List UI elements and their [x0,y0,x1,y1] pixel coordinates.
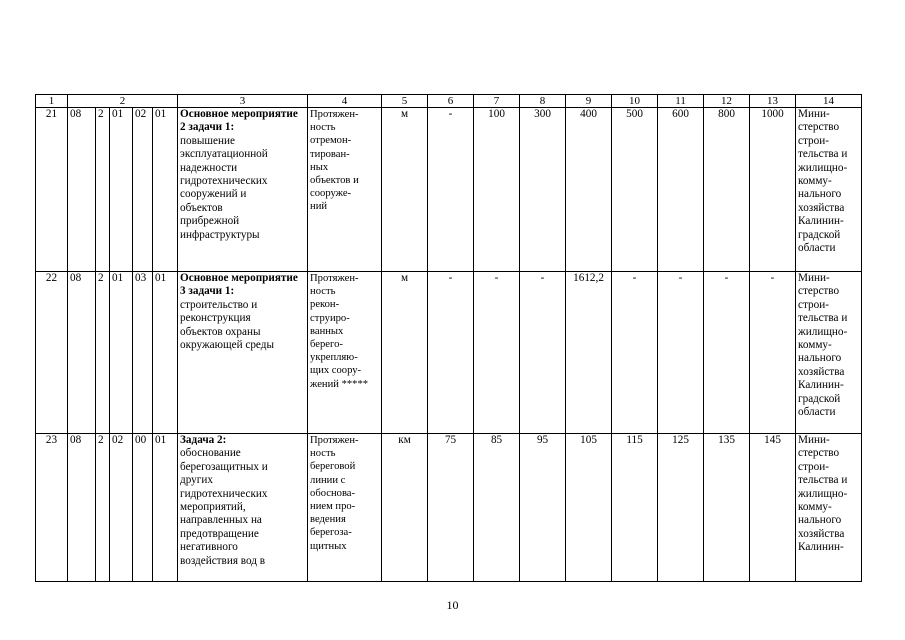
header-cell: 14 [796,95,862,108]
value-cell: - [612,272,658,434]
header-cell: 2 [68,95,178,108]
indicator-cell: Протяжен- ность рекон- струиро- ванных берего- укрепляю- щих соору- жений ***** [308,272,382,434]
header-cell: 9 [566,95,612,108]
activity-cell [178,434,308,582]
value-cell: 145 [750,434,796,582]
value-cell: 115 [612,434,658,582]
indicators-table [35,94,862,582]
code-cell: 02 [133,108,153,272]
code-cell: 2 [96,272,110,434]
value-cell: - [428,272,474,434]
activity-cell [178,272,308,434]
header-cell: 6 [428,95,474,108]
value-cell: - [704,272,750,434]
header-cell: 10 [612,95,658,108]
header-cell: 13 [750,95,796,108]
indicator-cell: Протяжен- ность отремон- тирован- ных объектов и сооруже- ний [308,108,382,272]
responsible-cell: Мини- стерство строи- тельства и жилищно- комму- нального хозяйства Калинин- [796,434,862,582]
activity-description: строительство и реконструкция объектов охраны окружающей среды [180,298,274,352]
activity-title: Задача 2: [180,434,227,446]
value-cell: - [520,272,566,434]
code-cell: 02 [110,434,133,582]
code-cell: 01 [110,272,133,434]
code-cell: 2 [96,434,110,582]
activity-title: Основное мероприятие 3 задачи 1: [180,272,298,298]
activity-cell [178,108,308,272]
value-cell: 95 [520,434,566,582]
unit-cell: км [382,434,428,582]
code-cell: 08 [68,108,96,272]
value-cell: 1612,2 [566,272,612,434]
header-cell: 1 [36,95,68,108]
code-cell: 08 [68,434,96,582]
value-cell: 85 [474,434,520,582]
page-number: 10 [446,598,459,612]
value-cell: - [658,272,704,434]
value-cell: 135 [704,434,750,582]
value-cell: - [750,272,796,434]
code-cell: 01 [153,108,178,272]
header-cell: 8 [520,95,566,108]
value-cell: 600 [658,108,704,272]
responsible-cell: Мини- стерство строи- тельства и жилищно- комму- нального хозяйства Калинин- градской области [796,272,862,434]
header-cell: 5 [382,95,428,108]
header-cell: 4 [308,95,382,108]
value-cell: 125 [658,434,704,582]
table-row [36,272,862,434]
value-cell: 75 [428,434,474,582]
code-cell: 01 [153,272,178,434]
row-number: 21 [36,108,68,272]
activity-title: Основное мероприятие 2 задачи 1: [180,108,298,134]
table-row [36,434,862,582]
code-cell: 01 [153,434,178,582]
activity-description: повышение эксплуатационной надежности гидротехнических сооружений и объектов прибрежной инфраструктуры [180,134,268,241]
header-cell: 3 [178,95,308,108]
unit-cell: м [382,272,428,434]
row-number: 23 [36,434,68,582]
activity-description: обоснование берегозащитных и других гидротехнических мероприятий, направленных на предотвращение негативного воздействия вод в [180,447,268,567]
code-cell: 00 [133,434,153,582]
value-cell: 100 [474,108,520,272]
header-cell: 12 [704,95,750,108]
header-row [36,95,862,108]
responsible-cell: Мини- стерство строи- тельства и жилищно- комму- нального хозяйства Калинин- градской области [796,108,862,272]
value-cell: - [474,272,520,434]
row-number: 22 [36,272,68,434]
value-cell: 500 [612,108,658,272]
value-cell: - [428,108,474,272]
code-cell: 08 [68,272,96,434]
value-cell: 1000 [750,108,796,272]
value-cell: 400 [566,108,612,272]
table-row [36,108,862,272]
code-cell: 03 [133,272,153,434]
value-cell: 800 [704,108,750,272]
header-cell: 7 [474,95,520,108]
code-cell: 01 [110,108,133,272]
header-cell: 11 [658,95,704,108]
code-cell: 2 [96,108,110,272]
indicator-cell: Протяжен- ность береговой линии с обоснова- нием про- ведения берегоза- щитных [308,434,382,582]
value-cell: 105 [566,434,612,582]
unit-cell: м [382,108,428,272]
value-cell: 300 [520,108,566,272]
